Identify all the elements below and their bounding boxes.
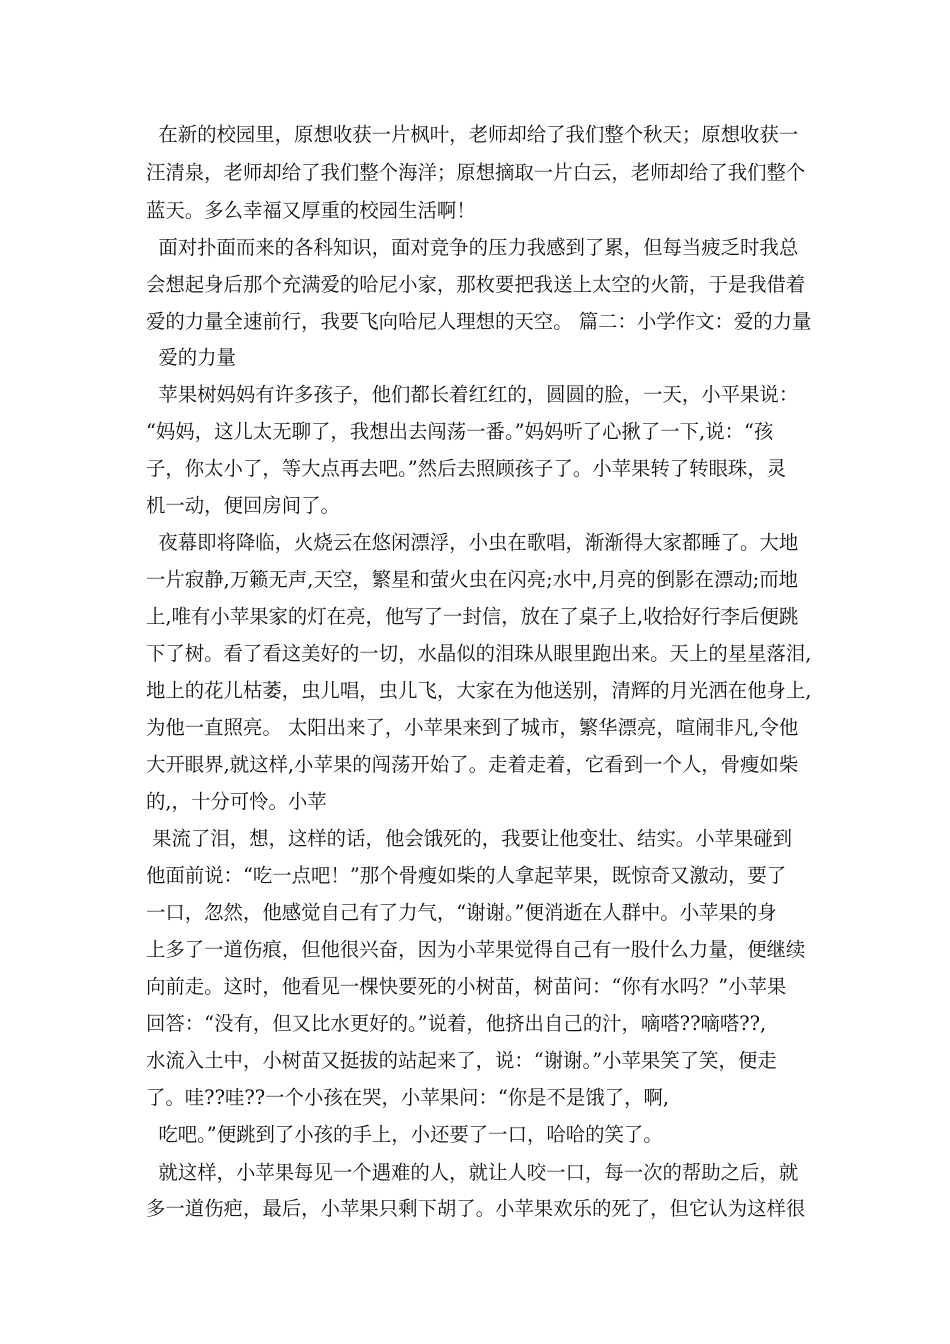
text-line: 会想起身后那个充满爱的哈尼小家，那枚要把我送上太空的火箭，于是我借着	[146, 273, 806, 296]
text-line: 向前走。这时，他看见一棵快要死的小树苗，树苗问：“你有水吗？”小苹果	[146, 975, 787, 998]
text-line: 一口，忽然，他感觉自己有了力气，“谢谢。”便消逝在人群中。小苹果的身	[146, 901, 777, 924]
text-line: 蓝天。多么幸福又厚重的校园生活啊！	[146, 199, 476, 222]
text-line: “妈妈，这儿太无聊了，我想出去闯荡一番。”妈妈听了心揪了一下,说：“孩	[146, 420, 774, 443]
text-line: 为他一直照亮。 太阳出来了，小苹果来到了城市，繁华漂亮，喧闹非凡,令他	[146, 716, 799, 739]
text-line: 就这样，小苹果每见一个遇难的人，就让人咬一口，每一次的帮助之后，就	[146, 1161, 799, 1184]
text-line: 地上的花儿枯萎，虫儿唱，虫儿飞，大家在为他送别，清辉的月光洒在他身上,	[146, 679, 812, 702]
text-line: 苹果树妈妈有许多孩子，他们都长着红红的，圆圆的脸，一天，小平果说：	[146, 383, 799, 406]
text-line: 汪清泉，老师却给了我们整个海洋；原想摘取一片白云，老师却给了我们整个	[146, 161, 806, 184]
text-line: 在新的校园里，原想收获一片枫叶，老师却给了我们整个秋天；原想收获一	[146, 123, 799, 146]
text-line: 回答：“没有，但又比水更好的。”说着，他挤出自己的汁，嘀嗒??嘀嗒??,	[146, 1012, 767, 1035]
text-line: 了。哇??哇??一个小孩在哭，小苹果问：“你是不是饿了，啊,	[146, 1086, 670, 1109]
text-line: 面对扑面而来的各科知识，面对竞争的压力我感到了累，但每当疲乏时我总	[146, 236, 799, 259]
text-line: 果流了泪，想，这样的话，他会饿死的，我要让他变壮、结实。小苹果碰到	[146, 827, 793, 850]
text-line: 下了树。看了看这美好的一切，水晶似的泪珠从眼里跑出来。天上的星星落泪,	[146, 642, 812, 665]
text-line: 机一动，便回房间了。	[146, 494, 340, 517]
text-line: 一片寂静,万籁无声,天空，繁星和萤火虫在闪亮;水中,月亮的倒影在漂动;而地	[146, 568, 799, 591]
text-line: 水流入土中，小树苗又挺拔的站起来了，说：“谢谢。”小苹果笑了笑，便走	[146, 1049, 777, 1072]
text-line: 上多了一道伤痕，但他很兴奋，因为小苹果觉得自己有一股什么力量，便继续	[146, 938, 806, 961]
text-line: 爱的力量	[146, 346, 236, 369]
text-line: 吃吧。”便跳到了小孩的手上，小还要了一口，哈哈的笑了。	[146, 1123, 663, 1146]
text-line: 子，你太小了，等大点再去吧。”然后去照顾孩子了。小苹果转了转眼珠，灵	[146, 457, 787, 480]
text-line: 爱的力量全速前行，我要飞向哈尼人理想的天空。 篇二：小学作文：爱的力量	[146, 310, 812, 333]
text-line: 他面前说：“吃一点吧！”那个骨瘦如柴的人拿起苹果，既惊奇又激动，要了	[146, 864, 787, 887]
text-line: 大开眼界,就这样,小苹果的闯荡开始了。走着走着，它看到一个人，骨瘦如柴	[146, 753, 799, 776]
text-line: 夜幕即将降临，火烧云在悠闲漂浮，小虫在歌唱，渐渐得大家都睡了。大地	[146, 531, 799, 554]
text-line: 多一道伤疤，最后，小苹果只剩下胡了。小苹果欢乐的死了，但它认为这样很	[146, 1197, 806, 1220]
text-line: 的,，十分可怜。小苹	[146, 790, 327, 813]
text-line: 上,唯有小苹果家的灯在亮，他写了一封信，放在了桌子上,收拾好行李后便跳	[146, 605, 799, 628]
